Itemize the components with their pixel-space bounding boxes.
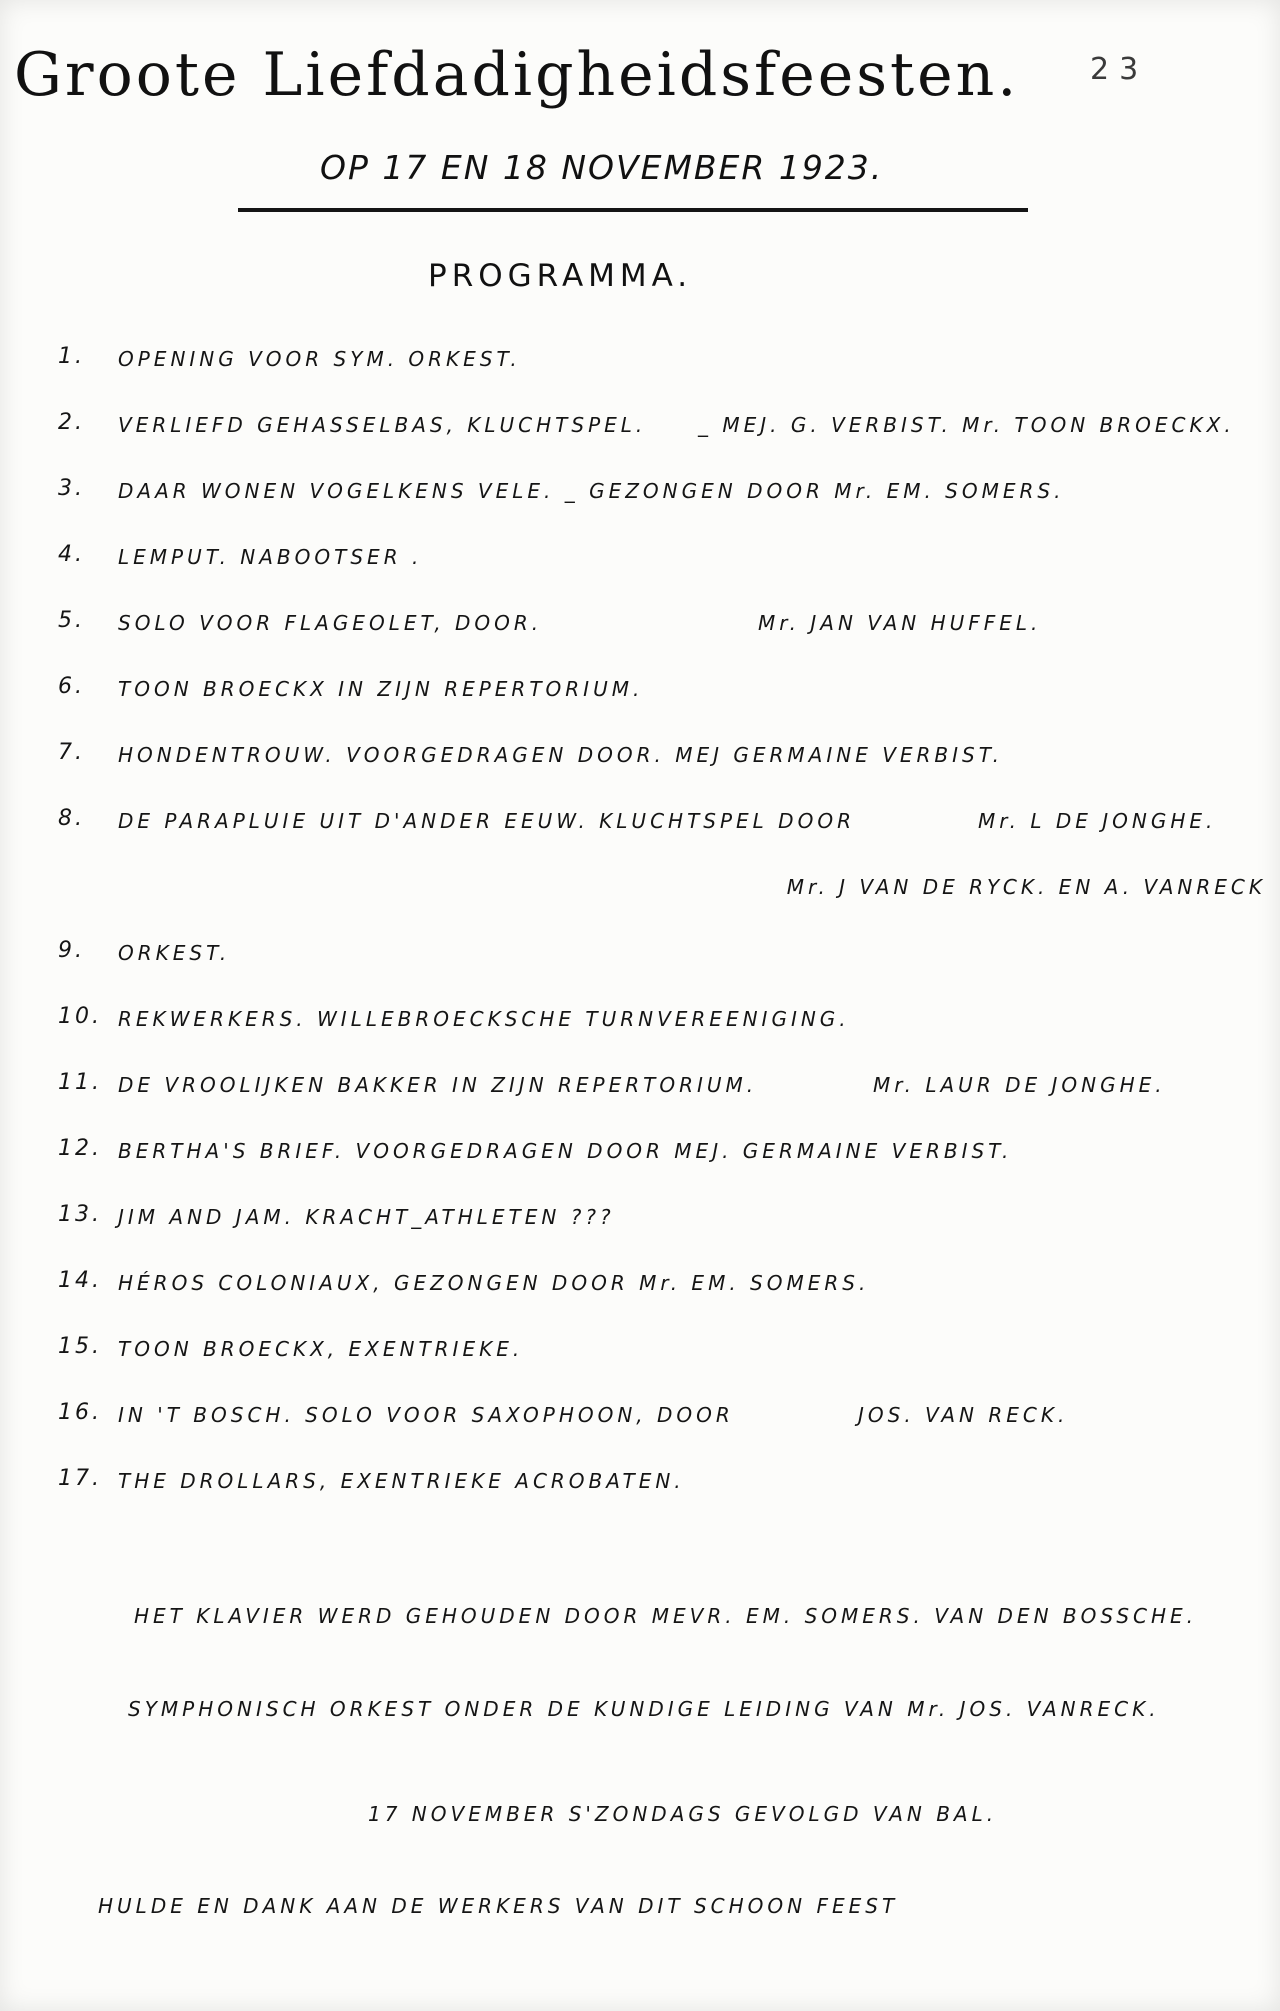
program-item (58, 1004, 1268, 1070)
item-number: 8. (58, 806, 85, 831)
program-item (58, 608, 1268, 674)
program-item (58, 674, 1268, 740)
item-number: 12. (58, 1136, 102, 1161)
item-number: 10. (58, 1004, 102, 1029)
item-description: IN 'T BOSCH. SOLO VOOR SAXOPHOON, DOOR (118, 1403, 734, 1427)
item-description: VERLIEFD GEHASSELBAS, KLUCHTSPEL. (118, 413, 647, 437)
item-number: 17. (58, 1466, 102, 1491)
item-description: BERTHA'S BRIEF. VOORGEDRAGEN DOOR MEJ. GERMAINE VERBIST. (118, 1139, 1013, 1163)
item-number: 9. (58, 938, 85, 963)
item-number: 4. (58, 542, 85, 567)
item-performer: Mr. L DE JONGHE. (978, 809, 1217, 833)
program-item (58, 1202, 1268, 1268)
program-item (58, 1334, 1268, 1400)
item-performer: Mr. LAUR DE JONGHE. (873, 1073, 1166, 1097)
program-item (58, 1070, 1268, 1136)
item-number: 7. (58, 740, 85, 765)
program-item (58, 344, 1268, 410)
item-description: OPENING VOOR SYM. ORKEST. (118, 347, 521, 371)
item-description: TOON BROECKX IN ZIJN REPERTORIUM. (118, 677, 644, 701)
orchestra-note: SYMPHONISCH ORKEST ONDER DE KUNDIGE LEIDING VAN Mr. JOS. VANRECK. (128, 1697, 1160, 1721)
item-description: TOON BROECKX, EXENTRIEKE. (118, 1337, 524, 1361)
item-performer: _ MEJ. G. VERBIST. Mr. TOON BROECKX. (698, 413, 1235, 437)
program-item (58, 1400, 1268, 1466)
item-number: 5. (58, 608, 85, 633)
item-performer-continued: Mr. J VAN DE RYCK. EN A. VANRECK (786, 875, 1266, 899)
event-date: OP 17 EN 18 NOVEMBER 1923. (320, 148, 884, 187)
item-description: SOLO VOOR FLAGEOLET, DOOR. (118, 611, 543, 635)
piano-note: HET KLAVIER WERD GEHOUDEN DOOR MEVR. EM. SOMERS. VAN DEN BOSSCHE. (134, 1604, 1198, 1628)
ball-note: 17 NOVEMBER S'ZONDAGS GEVOLGD VAN BAL. (368, 1802, 998, 1826)
program-list (58, 344, 1268, 1532)
item-number: 16. (58, 1400, 102, 1425)
item-description: THE DROLLARS, EXENTRIEKE ACROBATEN. (118, 1469, 685, 1493)
archive-number: 23 (1090, 52, 1149, 87)
item-description: LEMPUT. NABOOTSER . (118, 545, 423, 569)
program-item (58, 1466, 1268, 1532)
program-item (58, 806, 1268, 938)
item-number: 14. (58, 1268, 102, 1293)
item-description: DAAR WONEN VOGELKENS VELE. _ GEZONGEN DOOR Mr. EM. SOMERS. (118, 479, 1065, 503)
event-title: Groote Liefdadigheidsfeesten. (14, 40, 1020, 110)
item-number: 6. (58, 674, 85, 699)
item-description: DE VROOLIJKEN BAKKER IN ZIJN REPERTORIUM. (118, 1073, 758, 1097)
program-item (58, 476, 1268, 542)
item-description: JIM AND JAM. KRACHT_ATHLETEN ??? (118, 1205, 615, 1229)
item-number: 13. (58, 1202, 102, 1227)
program-item (58, 410, 1268, 476)
item-description: HÉROS COLONIAUX, GEZONGEN DOOR Mr. EM. SOMERS. (118, 1271, 870, 1295)
item-number: 11. (58, 1070, 102, 1095)
item-performer: JOS. VAN RECK. (858, 1403, 1069, 1427)
item-number: 2. (58, 410, 85, 435)
item-number: 1. (58, 344, 85, 369)
program-heading: PROGRAMMA. (428, 258, 693, 294)
item-number: 15. (58, 1334, 102, 1359)
item-description: HONDENTROUW. VOORGEDRAGEN DOOR. MEJ GERMAINE VERBIST. (118, 743, 1003, 767)
program-item (58, 542, 1268, 608)
program-item (58, 938, 1268, 1004)
item-performer: Mr. JAN VAN HUFFEL. (758, 611, 1042, 635)
item-description: ORKEST. (118, 941, 231, 965)
thanks-note: HULDE EN DANK AAN DE WERKERS VAN DIT SCHOON FEEST (98, 1894, 899, 1918)
program-item (58, 740, 1268, 806)
title-divider (238, 208, 1028, 212)
item-description: REKWERKERS. WILLEBROECKSCHE TURNVEREENIGING. (118, 1007, 850, 1031)
program-item (58, 1268, 1268, 1334)
item-number: 3. (58, 476, 85, 501)
item-description: DE PARAPLUIE UIT D'ANDER EEUW. KLUCHTSPEL DOOR (118, 809, 855, 833)
program-item (58, 1136, 1268, 1202)
